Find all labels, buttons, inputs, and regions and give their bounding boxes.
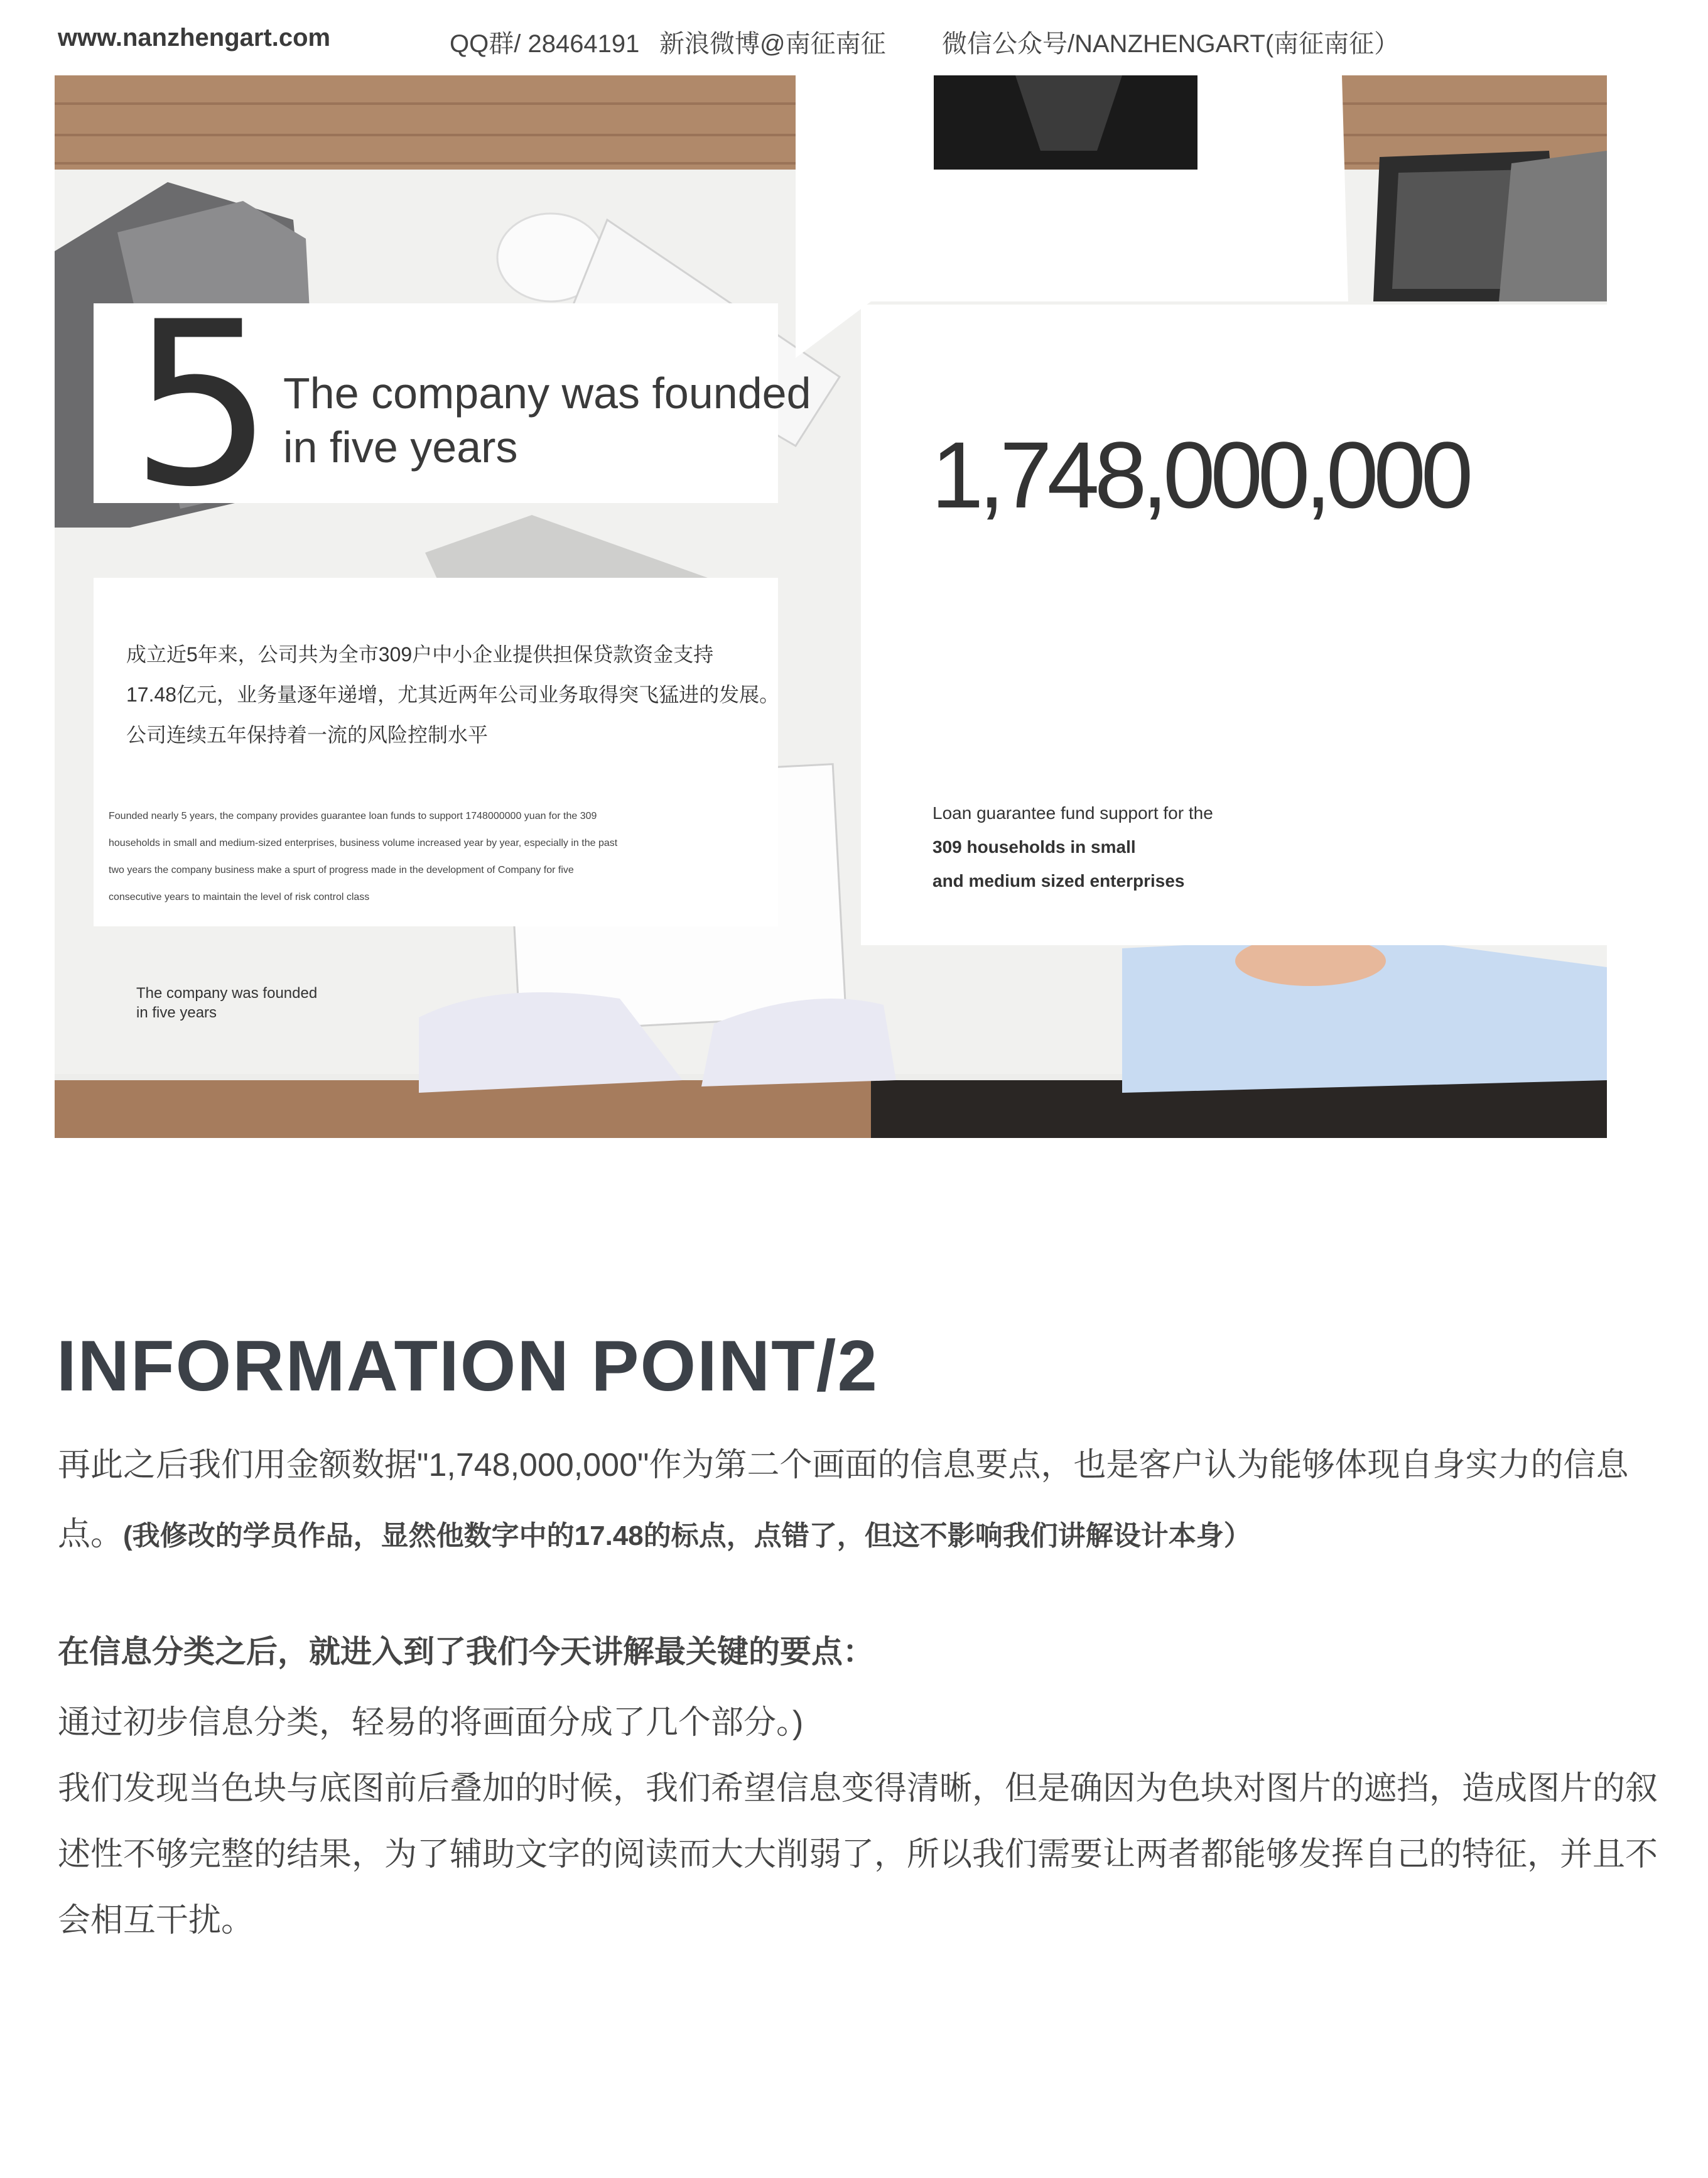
weibo-text: 新浪微博@南征南征 <box>659 30 886 58</box>
small-line-1: The company was founded <box>136 985 318 1002</box>
description-panel <box>94 578 778 926</box>
desc-cn-line: 公司连续五年保持着一流的风险控制水平 <box>126 723 489 746</box>
loan-line-1: Loan guarantee fund support for the <box>932 803 1213 823</box>
founded-line-1: The company was founded <box>283 369 811 418</box>
site-url-link[interactable]: www.nanzhengart.com <box>58 24 331 51</box>
founded-panel <box>94 273 811 536</box>
qq-group-text: QQ群/ 28464191 <box>450 30 640 58</box>
loan-line-3: and medium sized enterprises <box>932 871 1185 891</box>
big-number-five: 5 <box>130 273 268 536</box>
founded-line-2: in five years <box>283 423 518 472</box>
desc-cn-line: 17.48亿元，业务量逐年递增，尤其近两年公司业务取得突飞猛进的发展。 <box>126 683 780 706</box>
paragraph-note: (我修改的学员作品，显然他数字中的17.48的标点，点错了，但这不影响我们讲解设计本身） <box>123 1520 1251 1551</box>
wechat-text: 微信公众号/NANZHENGART(南征南征） <box>942 30 1400 58</box>
description-english <box>109 803 617 911</box>
paragraph-line: 通过初步信息分类，轻易的将画面分成了几个部分。) <box>58 1704 804 1741</box>
desc-en-line: Founded nearly 5 years, the company provides guarantee loan funds to support 1748000000 yuan for the 309 <box>109 811 597 821</box>
paragraph-line: 述性不够完整的结果，为了辅助文字的阅读而大大削弱了，所以我们需要让两者都能够发挥自己的特征，并且不 <box>58 1836 1658 1873</box>
hero-image <box>55 75 1607 1138</box>
paragraph-line <box>58 1507 1251 1554</box>
founded-caption <box>283 366 811 474</box>
paragraph-line: 再此之后我们用金额数据"1,748,000,000"作为第二个画面的信息要点，也是客户认为能够体现自身实力的信息 <box>58 1447 1629 1483</box>
page-header <box>0 0 1708 75</box>
loan-line-2: 309 households in small <box>932 837 1136 857</box>
section-title: INFORMATION POINT/2 <box>57 1326 878 1406</box>
paragraph-line: 我们发现当色块与底图前后叠加的时候，我们希望信息变得清晰，但是确因为色块对图片的遮挡，造成图片的叙 <box>58 1770 1658 1807</box>
paragraph-text: 点。 <box>58 1516 124 1552</box>
desc-en-line: two years the company business make a spurt of progress made in the development of Company for five <box>109 865 574 875</box>
desc-en-line: consecutive years to maintain the level of risk control class <box>109 892 370 902</box>
key-point-heading: 在信息分类之后，就进入到了我们今天讲解最关键的要点： <box>58 1634 874 1669</box>
paragraph-line: 会相互干扰。 <box>58 1902 254 1939</box>
description-chinese <box>126 634 779 755</box>
desc-en-line: households in small and medium-sized enterprises, business volume increased year by year, especially in the past <box>109 838 618 848</box>
small-founded-caption <box>136 983 317 1022</box>
loan-caption <box>932 796 1213 898</box>
small-line-2: in five years <box>136 1004 217 1021</box>
amount-figure: 1,748,000,000 <box>931 422 1469 528</box>
desc-cn-line: 成立近5年来，公司共为全市309户中小企业提供担保贷款资金支持 <box>126 643 714 666</box>
